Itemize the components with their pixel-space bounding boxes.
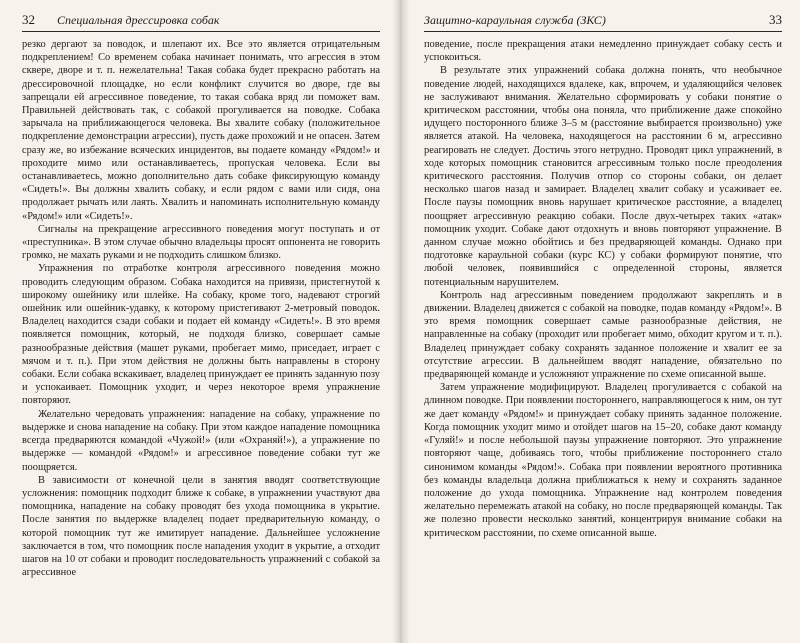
paragraph: Желательно чередовать упражнения: нападение на собаку, упражнение по выдержке и снова нападение на собаку. При этом каждое нападение помощника всегда предваряются командой «Чужой!» (или «Охраняй!»), а упражнение по выдержке — командой «Рядом!» и агрессивное поведение собаки тут же поощряется. bbox=[22, 408, 380, 473]
paragraph: резко дергают за поводок, и шлепают их. Все это является отрицательным подкреплением! Со временем собака начинает понимать, что агрессия в этом сквере, дворе и т. п. нежелательна! Такая собака будет прекрасно работать на дрессировочной площадке, но если конфликт случится во дворе, где вы запрещали ей агрессивное поведение, то такая собака вряд ли поможет вам. Правильней действовать так, с собакой прогуливается на поводке. Собака зарычала на приближающегося человека. Вы хвалите собаку (положительное подкрепление демонстрации агрессии), пусть даже прохожий и не опасен. Затем сразу же, во избежание всяческих инцидентов, вы подаете команду «Рядом!» и проходите мимо или останавливаетесь, пропуская человека. Если вы останавливаетесь, можно дополнительно дать собаке фиксирующую команду «Сидеть!». Вы должны хвалить собаку, и если рядом с вами или сидя, она продолжает рычать или лаять. Хвалить и напоминать исполнительную команду «Рядом!» или «Сидеть!». bbox=[22, 39, 380, 222]
paragraph: В результате этих упражнений собака должна понять, что необычное поведение людей, находящихся вдалеке, как, впрочем, и удаляющийся человек не заслуживают внимания. Желательно сформировать у собаки понятие о критическом расстоянии, чтобы она поняла, что приближение даже спокойно идущего посторонного ближе 3–5 м (расстояние выбирается произвольно) уже является атакой. На человека, находящегося на расстоянии 6 м, агрессивно реагировать не следует. Достичь этого нетрудно. Проводят цикл упражнений, в ходе которых помощник становится агрессивным только после преодоления критического расстояния. Получив отпор со стороны собаки, он делает несколько шагов назад и замирает. Владелец хвалит собаку и усаживает ее. После паузы помощник вновь нарушает критическое расстояние, а владелец поощряет агрессивную реакцию собаки. После двух-четырех таких «атак» помощник уходит. Собаке дают отдохнуть и вновь повторяют упражнение. В данном случае можно обойтись и без предваряющей команды. Однако при подготовке караульной собаки (курс КС) у собаки формируют понятие, что любой человек, появившийся с определенной стороны, является потенциальным нарушителем. bbox=[424, 65, 782, 288]
right-running-title: Защитно-караульная служба (ЗКС) bbox=[424, 13, 606, 27]
paragraph: Упражнения по отработке контроля агрессивного поведения можно проводить следующим образом. Собака находится на привязи, пристегнутой к широкому ошейнику или шлейке. На собаку, кроме того, надевают строгий ошейник или ошейник-удавку, к которому пристегивают 2-метровый поводок. Владелец находится сзади собаки и подает ей команду «Сидеть!». В это время появляется помощник, который, не подходя близко, совершает самые разнообразные действия (машет руками, пробегает мимо, приседает, играет с мячом и т. п.). При этом действия не должны быть направлены в сторону собаки. Если собака вскакивает, владелец принуждает ее принять заданную позу и успокаивает. Помощник уходит, и через некоторое время упражнение повторяют. bbox=[22, 263, 380, 407]
left-running-title: Специальная дрессировка собак bbox=[57, 13, 220, 27]
right-page-header bbox=[424, 12, 782, 32]
left-page-body bbox=[22, 38, 380, 579]
paragraph: поведение, после прекращения атаки немедленно принуждает собаку сесть и успокоиться. bbox=[424, 39, 782, 64]
book-gutter-shadow bbox=[392, 0, 410, 643]
right-page-number: 33 bbox=[769, 12, 782, 27]
left-page bbox=[0, 0, 398, 643]
left-page-number: 32 bbox=[22, 12, 35, 27]
paragraph: В зависимости от конечной цели в занятия вводят соответствующие усложнения: помощник подходит ближе к собаке, в упражнении участвуют два помощника, нападение на собаку проводят без ухода помощника в укрытие. После занятия по выдержке владелец подает предварительную команду, о которой помощник тут же имитирует нападение. Дальнейшее усложнение заключается в том, что помощник после нападения уходит в укрытие, а отходит шагов на 10 от собаки и проводит последовательность упражнений с собакой за агрессивное bbox=[22, 474, 380, 579]
right-page bbox=[402, 0, 800, 643]
paragraph: Сигналы на прекращение агрессивного поведения могут поступать и от «преступника». В этом случае обычно владельцы просят оппонента не говорить громко, не махать руками и не подходить слишком близко. bbox=[22, 223, 380, 262]
paragraph: Затем упражнение модифицируют. Владелец прогуливается с собакой на длинном поводке. При появлении постороннего, направляющегося к ним, он тут же дает команду «Рядом!» и принуждает собаку принять заданное положение. Когда помощник уходит мимо и отойдет шагов на 15–20, собаке дают команду «Гуляй!» и после небольшой паузы упражнение повторяют. Это упражнение повторяют чаще, добиваясь того, чтобы приближение постороннего стало синонимом команды «Рядом!». Собака при появлении вероятного противника без команды владельца должна приближаться к нему и сохранять заданное положение до ухода помощника. Упражнение над контролем поведения желательно перемежать атакой на собаку, но после предваряющей команды. Так же полезно провести несколько занятий, концентрируя внимание собаки на критическом расстоянии, по схеме описанной выше. bbox=[424, 382, 782, 539]
right-page-body bbox=[424, 38, 782, 540]
left-page-header bbox=[22, 12, 380, 32]
paragraph: Контроль над агрессивным поведением продолжают закреплять и в движении. Владелец движется с собакой на поводке, подав команду «Рядом!». В это время помощник совершает самые разнообразные действия, не направленные на собаку (проходит или пробегает мимо, обходит кругом и т. п.). Владелец принуждает собаку сохранять заданное положение и хвалит ее за отсутствие агрессии. В дальнейшем вводят нападение, обязательно по предваряющей команде и усложняют упражнение по схеме описанной выше. bbox=[424, 289, 782, 381]
